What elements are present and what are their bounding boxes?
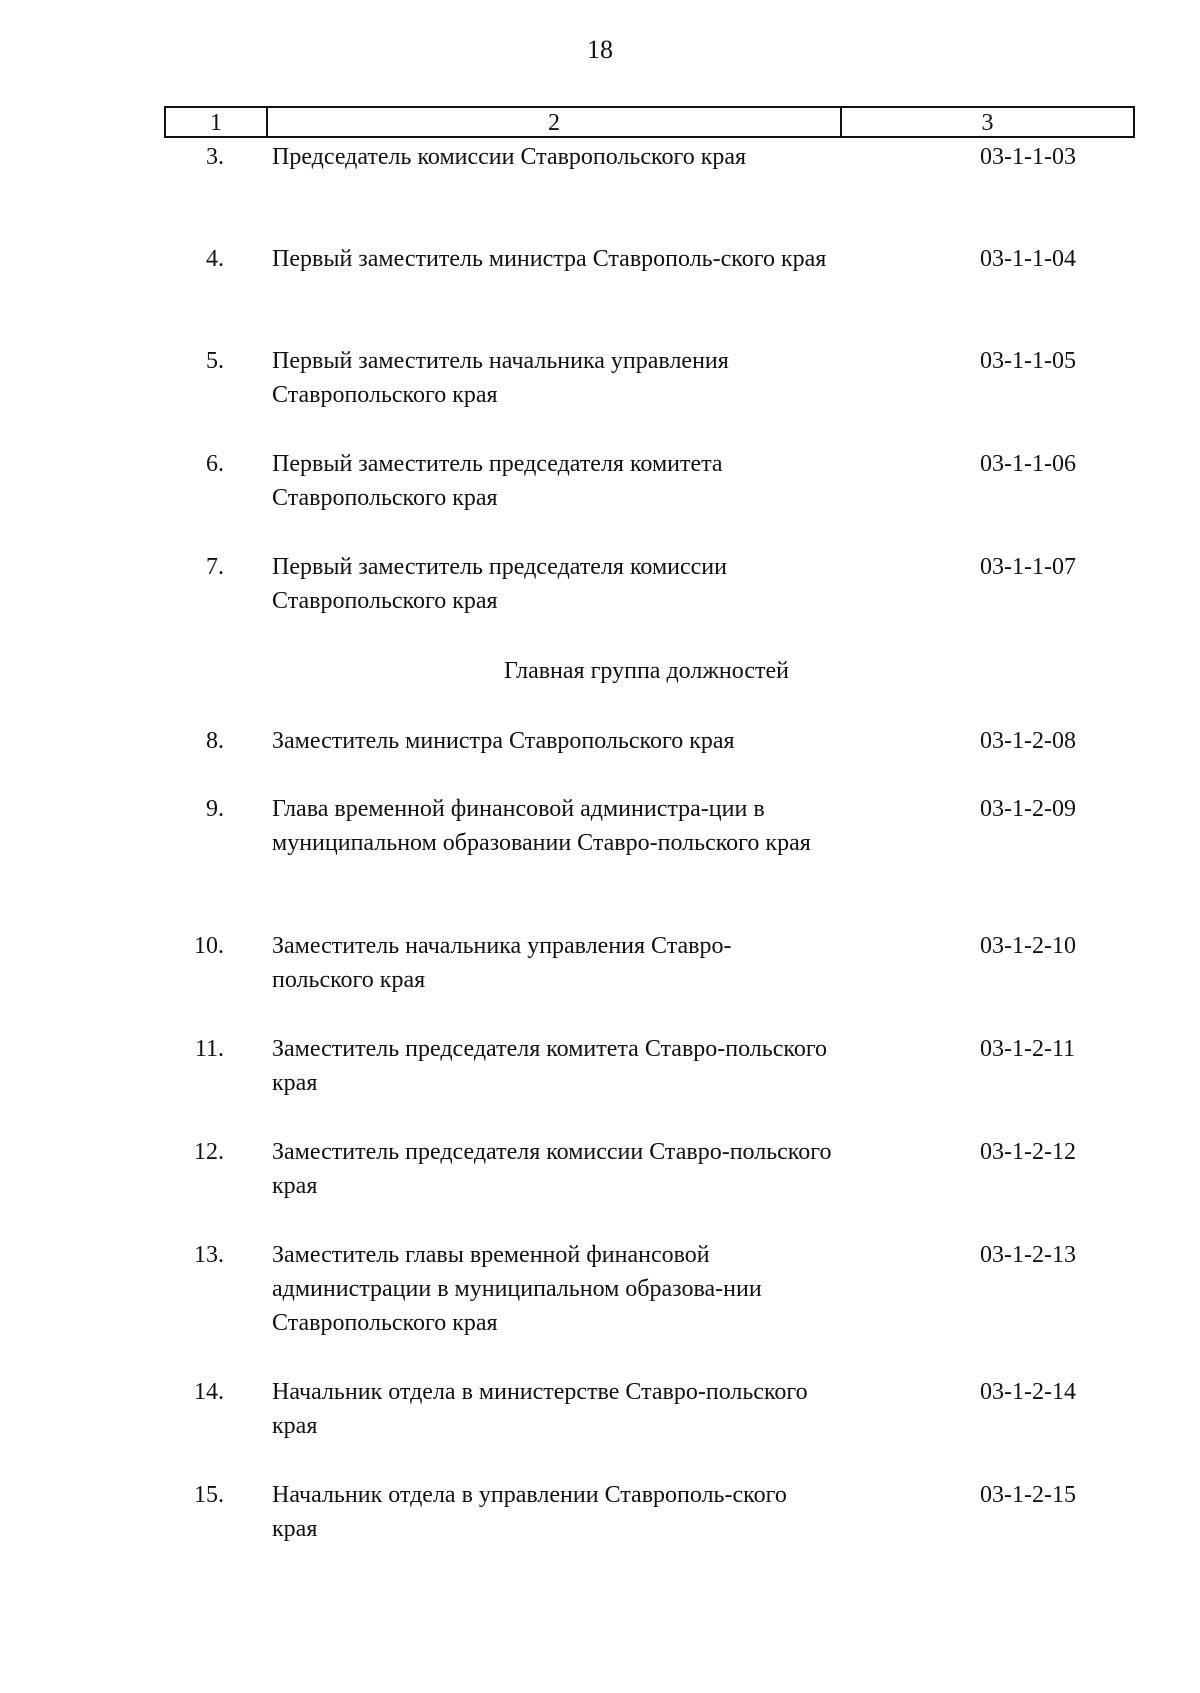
row-number: 15. <box>194 1482 224 1508</box>
table-header <box>164 106 1135 138</box>
row-position: Первый заместитель председателя комитета Ставропольского края <box>272 451 723 511</box>
row-number: 9. <box>206 796 224 822</box>
page-number: 18 <box>587 35 613 64</box>
row-code: 03-1-2-12 <box>980 1139 1076 1165</box>
row-position: Заместитель председателя комитета Ставро-польского края <box>272 1036 828 1096</box>
row-number: 3. <box>206 144 224 170</box>
row-code: 03-1-2-09 <box>980 796 1076 822</box>
row-number: 5. <box>206 348 224 374</box>
row-code: 03-1-1-05 <box>980 348 1076 374</box>
header-col-1: 1 <box>166 108 268 136</box>
row-code: 03-1-1-06 <box>980 451 1076 477</box>
row-position: Председатель комиссии Ставропольского края <box>272 144 747 170</box>
row-position: Первый заместитель министра Ставрополь-ского края <box>272 246 827 272</box>
row-position: Первый заместитель начальника управления Ставропольского края <box>272 348 729 408</box>
row-number: 12. <box>194 1139 224 1165</box>
row-number: 11. <box>194 1036 224 1062</box>
row-position: Заместитель начальника управления Ставро-польского края <box>272 933 732 993</box>
row-position: Глава временной финансовой администра-ции в муниципальном образовании Ставро-польского края <box>272 796 811 856</box>
row-position: Начальник отдела в министерстве Ставро-польского края <box>272 1379 808 1439</box>
row-code: 03-1-2-08 <box>980 728 1076 754</box>
row-number: 13. <box>194 1242 224 1268</box>
row-number: 14. <box>194 1379 224 1405</box>
row-code: 03-1-1-04 <box>980 246 1076 272</box>
row-number: 10. <box>194 933 224 959</box>
row-code: 03-1-2-15 <box>980 1482 1076 1508</box>
row-number: 4. <box>206 246 224 272</box>
row-position: Заместитель министра Ставропольского края <box>272 728 735 754</box>
row-code: 03-1-2-11 <box>980 1036 1076 1062</box>
row-code: 03-1-2-14 <box>980 1379 1076 1405</box>
row-position: Начальник отдела в управлении Ставрополь-ского края <box>272 1482 787 1542</box>
row-code: 03-1-1-07 <box>980 554 1076 580</box>
row-number: 7. <box>206 554 224 580</box>
row-position: Заместитель главы временной финансовой администрации в муниципальном образова-нии Ставропольского края <box>272 1242 762 1336</box>
row-code: 03-1-2-10 <box>980 933 1076 959</box>
row-position: Заместитель председателя комиссии Ставро-польского края <box>272 1139 832 1199</box>
header-col-3: 3 <box>981 110 994 136</box>
row-number: 8. <box>206 728 224 754</box>
row-code: 03-1-1-03 <box>980 144 1076 170</box>
row-number: 6. <box>206 451 224 477</box>
header-col-2: 2 <box>268 108 842 136</box>
group-title: Главная группа должностей <box>504 658 789 684</box>
row-position: Первый заместитель председателя комиссии Ставропольского края <box>272 554 727 614</box>
row-code: 03-1-2-13 <box>980 1242 1076 1268</box>
